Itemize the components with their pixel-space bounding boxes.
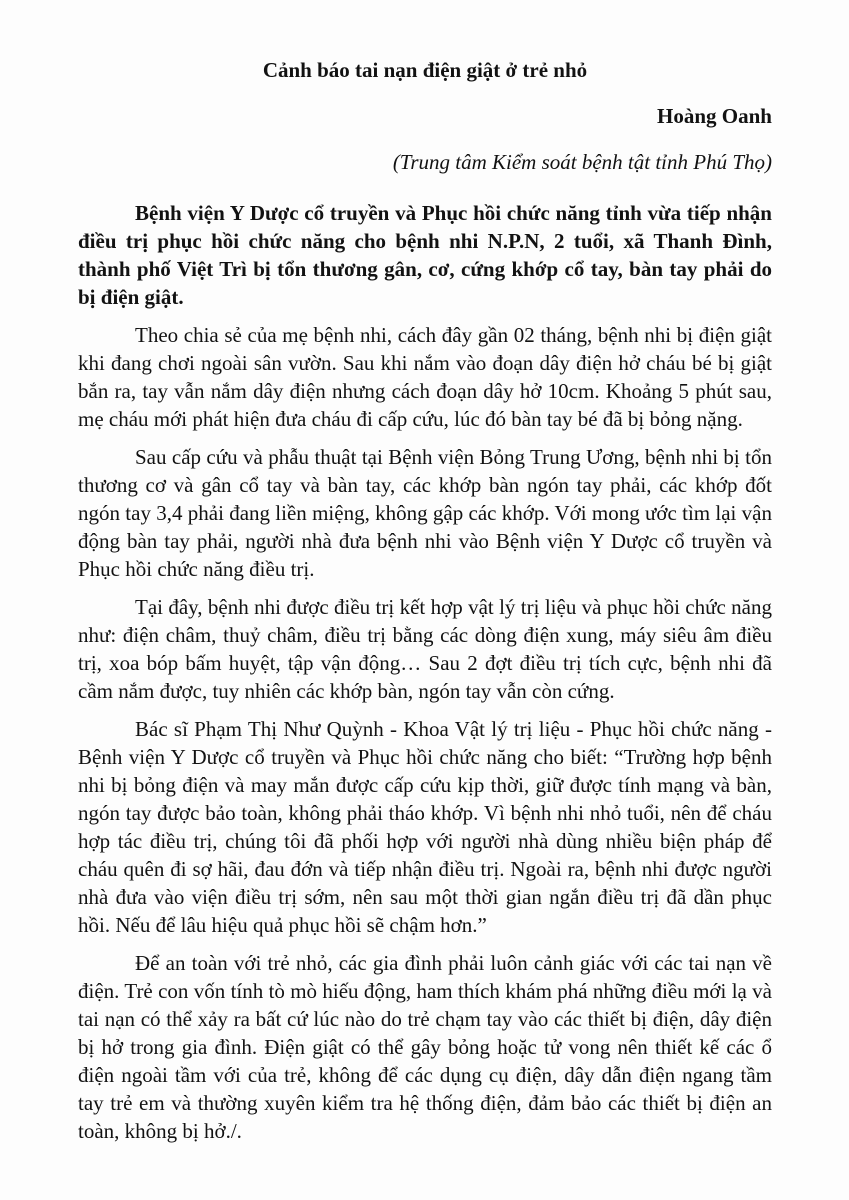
paragraph-safety-advice: Để an toàn với trẻ nhỏ, các gia đình phải luôn cảnh giác với các tai nạn về điện. Trẻ con vốn tính tò mò hiếu động, ham thích khám phá những điều mới lạ và tai nạn có thể xảy ra bất cứ lúc nào do trẻ chạm tay vào các thiết bị điện, dây điện bị hở trong gia đình. Điện giật có thể gây bỏng hoặc tử vong nên thiết kế các ổ điện ngoài tầm với của trẻ, không để các dụng cụ điện, dây dẫn điện ngang tầm tay trẻ em và thường xuyên kiểm tra hệ thống điện, đảm bảo các thiết bị điện an toàn, không bị hở./. xyxy=(78,951,772,1143)
document-title: Cảnh báo tai nạn điện giật ở trẻ nhỏ xyxy=(262,58,588,82)
paragraph-doctor-quote: Bác sĩ Phạm Thị Như Quỳnh - Khoa Vật lý trị liệu - Phục hồi chức năng - Bệnh viện Y Dược cổ truyền và Phục hồi chức năng cho biết: “Trường hợp bệnh nhi bị bỏng điện và may mắn được cấp cứu kịp thời, giữ được tính mạng và bàn, ngón tay được bảo toàn, không phải tháo khớp. Vì bệnh nhi nhỏ tuổi, nên để cháu hợp tác điều trị, chúng tôi đã phối hợp với người nhà dùng nhiều biện pháp để cháu quên đi sợ hãi, đau đớn và tiếp nhận điều trị. Ngoài ra, bệnh nhi được người nhà đưa vào viện điều trị sớm, nên sau một thời gian ngắn điều trị đã dần phục hồi. Nếu để lâu hiệu quả phục hồi sẽ chậm hơn.” xyxy=(78,717,772,937)
paragraph-therapy: Tại đây, bệnh nhi được điều trị kết hợp vật lý trị liệu và phục hồi chức năng như: điện châm, thuỷ châm, điều trị bằng các dòng điện xung, máy siêu âm điều trị, xoa bóp bấm huyệt, tập vận động… Sau 2 đợt điều trị tích cực, bệnh nhi đã cầm nắm được, tuy nhiên các khớp bàn, ngón tay vẫn còn cứng. xyxy=(78,595,772,703)
paragraph-lead: Bệnh viện Y Dược cổ truyền và Phục hồi chức năng tỉnh vừa tiếp nhận điều trị phục hồi chức năng cho bệnh nhi N.P.N, 2 tuổi, xã Thanh Đình, thành phố Việt Trì bị tổn thương gân, cơ, cứng khớp cổ tay, bàn tay phải do bị điện giật. xyxy=(78,201,772,309)
paragraph-treatment-history: Sau cấp cứu và phẫu thuật tại Bệnh viện Bỏng Trung Ương, bệnh nhi bị tổn thương cơ và gân cổ tay và bàn tay, các khớp bàn ngón tay phải, các khớp đốt ngón tay 3,4 phải đang liền miệng, không gập các khớp. Với mong ước tìm lại vận động bàn tay phải, người nhà đưa bệnh nhi vào Bệnh viện Y Dược cổ truyền và Phục hồi chức năng điều trị. xyxy=(78,445,772,581)
document-author: Hoàng Oanh xyxy=(657,104,772,128)
document-organization: (Trung tâm Kiểm soát bệnh tật tỉnh Phú Thọ) xyxy=(392,150,772,174)
paragraph-incident: Theo chia sẻ của mẹ bệnh nhi, cách đây gần 02 tháng, bệnh nhi bị điện giật khi đang chơi ngoài sân vườn. Sau khi nắm vào đoạn dây điện hở cháu bé bị giật bắn ra, tay vẫn nắm dây điện nhưng cách đoạn dây hở 10cm. Khoảng 5 phút sau, mẹ cháu mới phát hiện đưa cháu đi cấp cứu, lúc đó bàn tay bé đã bị bỏng nặng. xyxy=(78,323,772,431)
